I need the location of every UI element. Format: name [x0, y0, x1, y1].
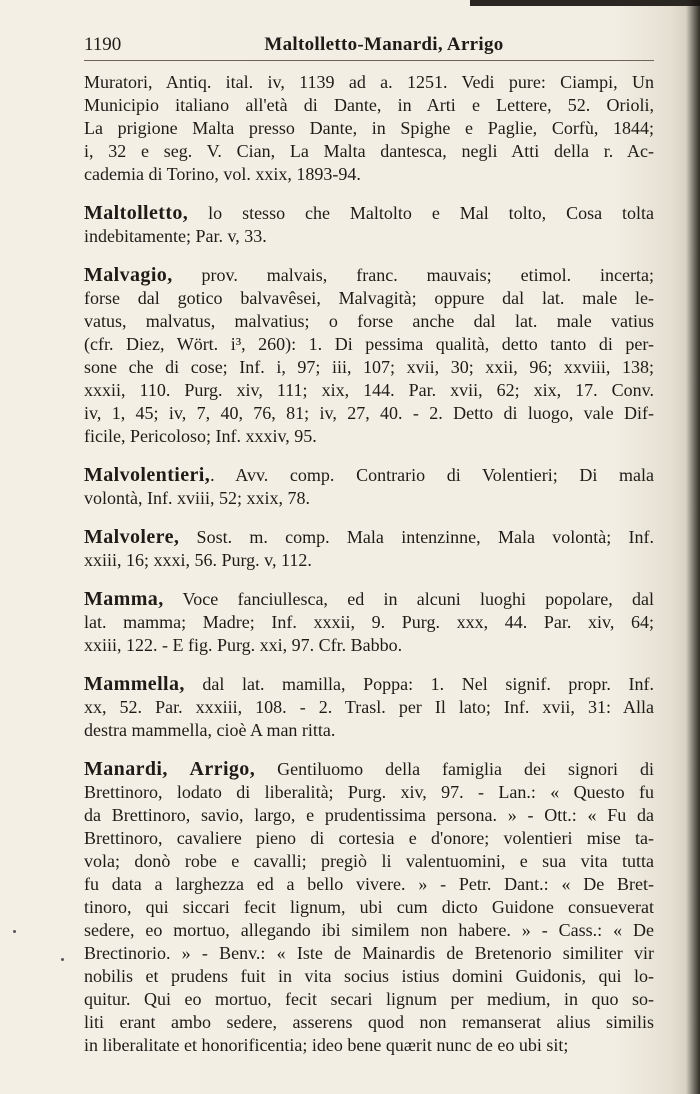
entry-line-text: xx, 52. Par. xxxiii, 108. - 2. Trasl. per Il lato; Inf. xvii, 31: Alla: [84, 697, 654, 717]
entry-line-text: Brettinoro, lodato di liberalità; Purg. xiv, 97. - Lan.: « Questo fu: [84, 782, 654, 802]
entry-line-text: prov. malvais, franc. mauvais; etimol. incerta;: [172, 265, 654, 285]
entry-line-text: dal lat. mamilla, Poppa: 1. Nel signif. propr. Inf.: [184, 674, 654, 694]
margin-speck: [61, 958, 64, 961]
entry-line-text: (cfr. Diez, Wört. i³, 260): 1. Di pessima qualità, detto tanto di per-: [84, 334, 654, 354]
headword: Malvolere,: [84, 526, 180, 548]
binding-edge-shadow: [686, 0, 700, 1094]
entry-line: [84, 402, 654, 425]
entry-muratori-continuation: [84, 71, 654, 186]
entry-line: [84, 873, 654, 896]
entry-line: [84, 827, 654, 850]
entry-line: [84, 71, 654, 94]
entry-manardi: [84, 758, 654, 1057]
entry-mammella: [84, 673, 654, 742]
entry-line: [84, 758, 654, 781]
entry-line-text: vola; donò robe e cavalli; pregiò li valentuomini, e sua vita tutta: [84, 851, 654, 871]
entry-line-text: Gentiluomo della famiglia dei signori di: [255, 759, 654, 779]
entry-line: [84, 634, 654, 657]
entry-line-text: Brectinorio. » - Benv.: « Iste de Mainardis de Bretenorio similiter vir: [84, 943, 654, 963]
header-rule: [84, 60, 654, 61]
entry-line: [84, 919, 654, 942]
entry-line-text: liti erant ambo sedere, asserens quod non remanserat alius similis: [84, 1012, 654, 1032]
entry-line: [84, 719, 654, 742]
entry-malvolentieri: [84, 464, 654, 510]
entry-line-text: Brettinoro, cavaliere pieno di cortesia e d'onore; volentieri mise ta-: [84, 828, 654, 848]
entry-line-text: tinoro, qui siccari fecit lignum, ubi cum dicto Guidone consueverat: [84, 897, 654, 917]
entry-line: [84, 696, 654, 719]
entry-line-text: forse dal gotico balvavêsei, Malvagità; oppure dal lat. male le-: [84, 288, 654, 308]
entry-line: [84, 965, 654, 988]
entry-line: [84, 1011, 654, 1034]
entry-line-text: xxxii, 110. Purg. xiv, 111; xix, 144. Par. xvii, 62; xix, 17. Conv.: [84, 380, 654, 400]
entry-line: [84, 310, 654, 333]
entry-line: [84, 117, 654, 140]
running-head: Maltolletto-Manardi, Arrigo: [264, 34, 504, 55]
entry-line: [84, 942, 654, 965]
entry-line-text: ficile, Pericoloso; Inf. xxxiv, 95.: [84, 426, 317, 446]
dictionary-text: [84, 71, 654, 1073]
entry-line-text: fu data a larghezza ed a bello vivere. » - Petr. Dant.: « De Bret-: [84, 874, 654, 894]
entry-line-text: in liberalitate et honorificentia; ideo bene quærit nunc de eo ubi sit;: [84, 1035, 569, 1055]
headword: Manardi, Arrigo,: [84, 758, 256, 780]
entry-line-text: xxiii, 16; xxxi, 56. Purg. v, 112.: [84, 550, 312, 570]
entry-line: [84, 202, 654, 225]
entry-line: [84, 896, 654, 919]
entry-line-text: xxiii, 122. - E fig. Purg. xxi, 97. Cfr. Babbo.: [84, 635, 403, 655]
entry-line: [84, 526, 654, 549]
entry-line: [84, 140, 654, 163]
entry-mamma: [84, 588, 654, 657]
entry-line: [84, 333, 654, 356]
entry-line-text: Muratori, Antiq. ital. iv, 1139 ad a. 1251. Vedi pure: Ciampi, Un: [84, 72, 654, 92]
entry-line-text: Sost. m. comp. Mala intenzinne, Mala volontà; Inf.: [179, 527, 654, 547]
headword: Maltolletto,: [84, 202, 189, 224]
headword: Malvolentieri,: [84, 464, 211, 486]
margin-speck: [13, 930, 16, 933]
entry-line-text: Municipio italiano all'età di Dante, in Arti e Lettere, 52. Orioli,: [84, 95, 654, 115]
entry-line-text: lo stesso che Maltolto e Mal tolto, Cosa tolta: [188, 203, 654, 223]
entry-line-text: vatus, malvatus, malvatius; o forse anche dal lat. male vatius: [84, 311, 654, 331]
entry-maltolletto: [84, 202, 654, 248]
entry-line: [84, 163, 654, 186]
entry-line: [84, 1034, 654, 1057]
entry-line-text: quitur. Qui eo mortuo, fecit secari lignum per medium, in quo so-: [84, 989, 654, 1009]
entry-line: [84, 804, 654, 827]
entry-line: [84, 356, 654, 379]
entry-line-text: da Brettinoro, savio, largo, e prudentissima persona. » - Ott.: « Fu da: [84, 805, 654, 825]
entry-line-text: lat. mamma; Madre; Inf. xxxii, 9. Purg. xxx, 44. Par. xiv, 64;: [84, 612, 654, 632]
entry-line: [84, 379, 654, 402]
entry-line-text: sone che di cose; Inf. i, 97; iii, 107; xvii, 30; xxii, 96; xxviii, 138;: [84, 357, 654, 377]
entry-line-text: cademia di Torino, vol. xxix, 1893-94.: [84, 164, 361, 184]
entry-line: [84, 673, 654, 696]
entry-line-text: sedere, eo mortuo, allegando ibi similem non habere. » - Cass.: « De: [84, 920, 654, 940]
entry-line-text: indebitamente; Par. v, 33.: [84, 226, 267, 246]
headword: Malvagio,: [84, 264, 173, 286]
entry-line-text: i, 32 e seg. V. Cian, La Malta dantesca, negli Atti della r. Ac-: [84, 141, 654, 161]
headword: Mammella,: [84, 673, 185, 695]
top-edge-shadow: [470, 0, 700, 6]
entry-line: [84, 425, 654, 448]
entry-malvolere: [84, 526, 654, 572]
entry-line: [84, 287, 654, 310]
entry-line: [84, 487, 654, 510]
entry-line-text: La prigione Malta presso Dante, in Spighe e Paglie, Corfù, 1844;: [84, 118, 654, 138]
page-header: [84, 34, 654, 60]
entry-line: [84, 264, 654, 287]
entry-line-text: iv, 1, 45; iv, 7, 40, 76, 81; iv, 27, 40. - 2. Detto di luogo, vale Dif-: [84, 403, 654, 423]
entry-line: [84, 549, 654, 572]
entry-line: [84, 225, 654, 248]
entry-line: [84, 781, 654, 804]
entry-line: [84, 850, 654, 873]
entry-line: [84, 611, 654, 634]
entry-line-text: destra mammella, cioè A man ritta.: [84, 720, 336, 740]
entry-line: [84, 588, 654, 611]
entry-line-text: Voce fanciullesca, ed in alcuni luoghi popolare, dal: [163, 589, 654, 609]
entry-line: [84, 988, 654, 1011]
entry-line-text: . Avv. comp. Contrario di Volentieri; Di mala: [210, 465, 654, 485]
entry-line: [84, 464, 654, 487]
entry-line-text: volontà, Inf. xviii, 52; xxix, 78.: [84, 488, 310, 508]
entry-malvagio: [84, 264, 654, 448]
page-number: 1190: [84, 34, 122, 55]
headword: Mamma,: [84, 588, 164, 610]
entry-line: [84, 94, 654, 117]
entry-line-text: nobilis et prudens fuit in vita socius istius domini Guidonis, qui lo-: [84, 966, 654, 986]
